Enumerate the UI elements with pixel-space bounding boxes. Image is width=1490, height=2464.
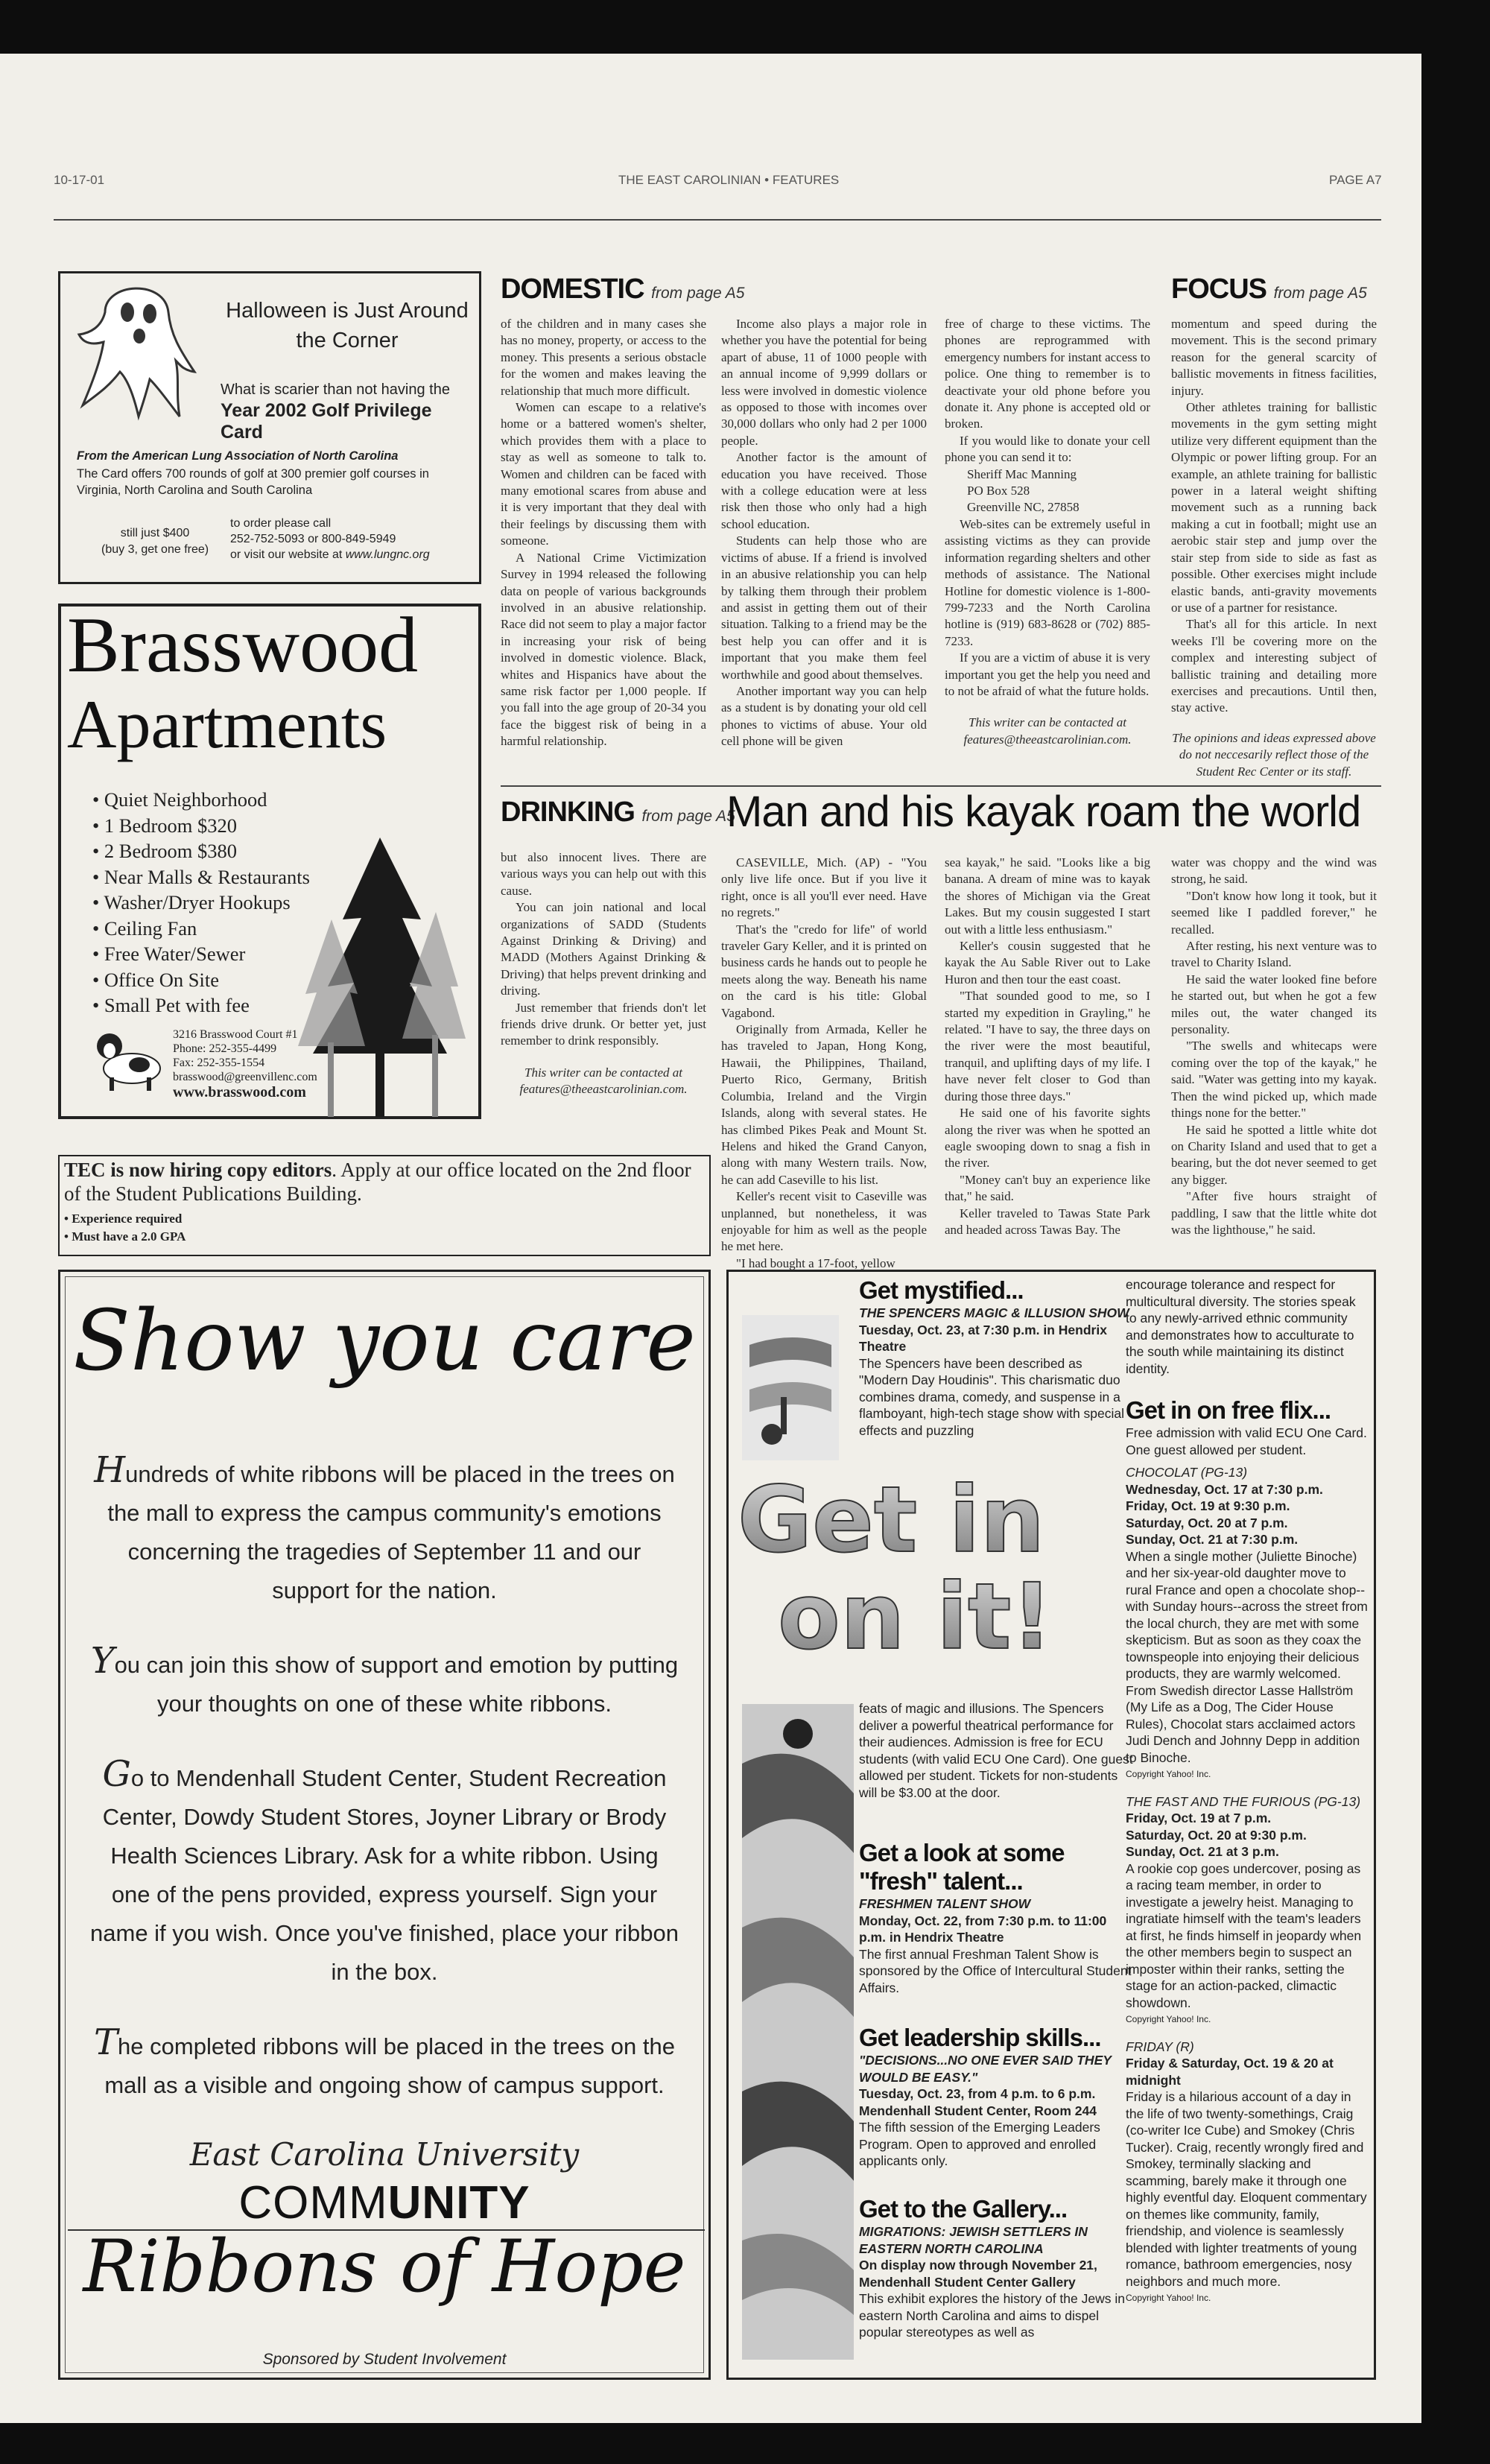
chocolat-desc: When a single mother (Juliette Binoche) and her six-year-old daughter move to rural France and open a chocolate shop--with Sunday hours--across the street from the local church, they are met with some skepticism. But as soon as they coax the townspeople into enjoying their delicious products, they are warmly welcomed. From Swedish director Lasse Hallström (My Life as a Dog, The Cider House Rules), Chocolat stars acclaimed actors Judi Dench and Johnny Depp in addition to Binoche.: [1126, 1548, 1368, 1765]
fast-title: THE FAST AND THE FURIOUS (PG-13): [1126, 1793, 1361, 1809]
on-it-text: on it!: [778, 1564, 1053, 1656]
order-label: to order please call: [230, 517, 332, 530]
feature-item: • Ceiling Fan: [92, 916, 197, 940]
showtime: Friday, Oct. 19 at 9:30 p.m.: [1126, 1498, 1290, 1513]
friday-title: FRIDAY (R): [1126, 2039, 1194, 2054]
tec-text: . Apply at our office located on the 2nd floor of the Student Publications Building.: [64, 1159, 691, 1205]
mystified-heading: Get mystified...: [859, 1276, 1024, 1304]
feature-item: • Quiet Neighborhood: [92, 788, 267, 811]
mystified-when: Tuesday, Oct. 23, at 7:30 p.m. in Hendrix Theatre: [859, 1322, 1107, 1354]
brasswood-website[interactable]: www.brasswood.com: [173, 1084, 306, 1100]
domestic-column-3: free of charge to these victims. The phones are reprogrammed with emergency numbers for instant access to police. One thing to remember is to deactivate your old phone before you donate it. Any phone is accepted old or broken. If you would like to donate your cell phone you can send it to: Sheriff Mac Manning PO Box 528 Greenville NC, 27858 Web-sites can be extremely useful in assisting victims as they can provide information regarding shelters and other methods of assistance. The National Hotline for domestic violence is 1-800-799-7233 and the North Carolina hotline is (919) 683-8628 or (702) 885-7233. If you are a victim of abuse it is very important you get the help you need and to not be afraid of what the future holds. This writer can be contacted at features@theeastcarolinian.com.: [945, 317, 1150, 747]
feature-item: • 2 Bedroom $380: [92, 840, 238, 862]
get-in-text: Get in: [738, 1473, 1045, 1573]
apartments-title: Apartments: [67, 686, 387, 762]
show-you-care-body: Hundreds of white ribbons will be placed in the trees on the mall to express the campus community's emotions concerning the tragedies of September 11 and our support for the nation. You can join this show of support and emotion by putting your thoughts on one of these white ribbons. Go to Mendenhall Student Center, Student Recreation Center, Dowdy Student Stores, Joyner Library or Brody Health Sciences Library. Ask for a white ribbon. Using one of the pens provided, express yourself. Sign your name if you wish. Once you've finished, place your ribbon in the box. The completed ribbons will be placed in the trees on the mall as a visible and ongoing show of campus support.: [90, 1449, 679, 2098]
leadership-show: "DECISIONS...NO ONE EVER SAID THEY WOULD BE EASY.": [859, 2053, 1112, 2085]
showtime: Saturday, Oct. 20 at 9:30 p.m.: [1126, 1827, 1307, 1843]
flix-intro: Free admission with valid ECU One Card. One guest allowed per student.: [1126, 1425, 1367, 1457]
flix-heading: Get in on free flix...: [1126, 1396, 1331, 1424]
leadership-when: Tuesday, Oct. 23, from 4 p.m. to 6 p.m.: [859, 2086, 1096, 2101]
brasswood-phone: Phone: 252-355-4499: [173, 1042, 277, 1055]
gallery-desc: This exhibit explores the history of the Jews in eastern North Carolina and aims to dispel popular stereotypes as well as: [859, 2291, 1125, 2340]
domestic-column-1: of the children and in many cases she has no money, property, or access to the money. This presents a serious obstacle for the women and makes leaving the relationship that much more difficult. Women can escape to a relative's home or a battered women's shelter, which provides them with a place to stay as well as someone to talk to. Women and children can be faced with many emotional scares from abuse and it is very important that they deal with their feelings by discussing them with someone. A National Crime Victimization Survey in 1994 released the following data on people of various backgrounds involved in an abusive relationship. Race did not seem to play a major factor in increasing your risk of being involved in domestic violence. Black, whites and Hispanics have about the same risk factor per 1,000 people. If you fall into the age group of 20-34 you face the biggest risk of being in a harmful relationship.: [501, 317, 706, 749]
halloween-line2: the Corner: [296, 329, 399, 352]
pine-tree-illustration: [298, 830, 469, 1121]
golf-card-ad: [58, 271, 481, 584]
ecu-name: East Carolina University: [189, 2136, 580, 2173]
brasswood-email[interactable]: brasswood@greenvillenc.com: [173, 1071, 317, 1083]
showtime: Sunday, Oct. 21 at 7:30 p.m.: [1126, 1532, 1299, 1547]
lung-association: From the American Lung Association of North Carolina: [77, 449, 399, 463]
freshman-desc: The first annual Freshman Talent Show is sponsored by the Office of Intercultural Student Affairs.: [859, 1946, 1132, 1995]
feature-item: • Washer/Dryer Hookups: [92, 891, 291, 913]
get-in-on-it-ad: [726, 1270, 1376, 2380]
showtime: Wednesday, Oct. 17 at 7:30 p.m.: [1126, 1481, 1323, 1497]
header-rule: [54, 219, 1381, 221]
feature-item: • Small Pet with fee: [92, 994, 250, 1016]
sponsor-line: Sponsored by Student Involvement: [262, 2351, 507, 2368]
scarier-line: What is scarier than not having the: [221, 381, 450, 398]
drinking-column: but also innocent lives. There are various ways you can help out with this cause. You can join national and local organizations of SADD (Students Against Drinking & Driving) and MADD (Mothers Against Drinking & Driving) that helps prevent drinking and driving. Just remember that friends don't let friends drive drunk. Or better yet, just remember to drink responsibly. This writer can be contacted at features@theeastcarolinian.com.: [501, 850, 706, 1097]
lung-website-link[interactable]: www.lungnc.org: [345, 548, 430, 561]
showtime: Saturday, Oct. 20 at 7 p.m.: [1126, 1515, 1288, 1530]
leadership-where: Mendenhall Student Center, Room 244: [859, 2103, 1097, 2118]
kayak-column-3: water was choppy and the wind was strong, he said. "Don't know how long it took, but it seemed like I paddled forever," he recalled. After resting, his next venture was to travel to Charity Island. He said the water looked fine before he started out, but when he got a few miles out, the water changed its personality. "The swells and whitecaps were coming over the top of the kayak," he said. "Water was getting into my kayak. Then the wind picked up, which made things none for the better." He said he spotted a little white dot on Charity Island and used that to get a bearing, but the dot never seemed to get any bigger. "After five hours straight of paddling, I saw that the little white dot was the lighthouse," he said.: [1171, 855, 1377, 1237]
web-prefix: or visit our website at: [230, 548, 346, 561]
ghost-illustration: [75, 282, 198, 424]
newspaper-page: [0, 54, 1421, 2423]
tec-requirement: • Experience required: [64, 1212, 183, 1226]
freshman-show: FRESHMEN TALENT SHOW: [859, 1896, 1031, 1911]
kayak-headline: Man and his kayak roam the world: [726, 788, 1361, 836]
gallery-continued: encourage tolerance and respect for multicultural diversity. The stories speak to any newly-arrived ethnic community and demonstrates how to acculturate to the south while maintaining its distinct identity.: [1126, 1277, 1356, 1376]
freshman-block: [859, 1827, 1135, 1996]
tec-hiring-ad: [58, 1155, 711, 1256]
copyright: Copyright Yahoo! Inc.: [1126, 2293, 1211, 2303]
chocolat-title: CHOCOLAT (PG-13): [1126, 1465, 1248, 1480]
feature-list: [92, 787, 310, 1019]
feature-item: • 1 Bedroom $320: [92, 814, 238, 837]
show-you-care-title: Show you care: [73, 1293, 696, 1390]
leadership-desc: The fifth session of the Emerging Leaders Program. Open to approved and enrolled applicants only.: [859, 2120, 1100, 2168]
freshman-when: Monday, Oct. 22, from 7:30 p.m. to 11:00 p.m. in Hendrix Theatre: [859, 1913, 1107, 1945]
section-label: THE EAST CAROLINIAN • FEATURES: [618, 173, 840, 187]
mystified-desc: The Spencers have been described as "Modern Day Houdinis". This charismatic duo combines drama, comedy, and suspense in a flamboyant, high-tech stage show with special effects and puzzling: [859, 1355, 1125, 1438]
ribbons-of-hope: Ribbons of Hope: [83, 2225, 686, 2308]
friday-desc: Friday is a hilarious account of a day in the life of two twenty-somethings, Craig (co-writer Ice Cube) and Smokey (Chris Tucker). Craig, recently wrongly fired and Smokey, terminally slacking and scamming, barely make it through one highly eventful day. Eloquent commentary on themes like community, family, friendship, and violence is seamlessly blended with lighter treatments of young romance, bathroom emergencies, nosy neighbors and much more.: [1126, 2089, 1367, 2289]
showtime: Sunday, Oct. 21 at 3 p.m.: [1126, 1844, 1279, 1859]
brasswood-fax: Fax: 252-355-1554: [173, 1057, 265, 1069]
show-you-care-ad: [58, 1270, 711, 2380]
domestic-column-2: Income also plays a major role in whether you have the potential for being apart of abuse, 11 of 1000 people with an annual income of 9,999 dollars or less were involved in domestic violence as opposed to those with incomes over 30,000 dollars who only had 2 per 1000 people. Another factor is the amount of education you have received. Those with a college education were at less risk then those who only had a high school education. Students can help those who are victims of abuse. If a friend is involved in an abusive relationship you can help by talking them through their problem and assist in getting them out of their situation. Talking to a friend may be the best help you can offer and it is important that you make them feel worthwhile and good about themselves. Another important way you can help as a student is by donating your old cell phones to victims of abuse. Your old cell phone will be given: [721, 317, 927, 749]
focus-heading: FOCUS from page A5: [1171, 273, 1367, 305]
leadership-block: [859, 2012, 1135, 2170]
gallery-block: [859, 2183, 1135, 2341]
fast-desc: A rookie cop goes undercover, posing as a racing team member, in order to investigate a jewelry heist. Managing to ingratiate himself with the team's leaders at first, he finds himself in jeopardy when the other members begin to suspect an imposter within their ranks, setting the stage for an action-packed, climactic showdown.: [1126, 1860, 1362, 2010]
film-strip-graphic: [742, 1704, 854, 2360]
focus-column: momentum and speed during the movement. This is the second primary reason for the general scarcity of ballistic movements in fitness facilities, injury. Other athletes training for ballistic movements in the gym setting might utilize very different equipment than the Olympic or power lifting group. For an example, an athlete training for ballistic power in a lateral weight shifting movement such as a running back making a cut in football; might use an aerobic stair step and jump over the stair step from side to side as fast as possible. Other exercises might include elastic bands, anti-gravity movements or use of a partner for resistance. That's all for this article. In next weeks I'll be covering more on the complex and interesting subject of ballistic training and detailing more exercises and precautions. Until then, stay active. The opinions and ideas expressed above do not neccesarily reflect those of the Student Rec Center or its staff.: [1171, 317, 1377, 779]
mystified-block: [859, 1264, 1135, 1439]
brasswood-title: Brasswood: [67, 601, 419, 688]
feature-item: • Free Water/Sewer: [92, 943, 246, 965]
showtime: Friday & Saturday, Oct. 19 & 20 at midnight: [1126, 2056, 1334, 2088]
leadership-heading: Get leadership skills...: [859, 2024, 1101, 2051]
gallery-when: On display now through November 21, Mendenhall Student Center Gallery: [859, 2258, 1097, 2290]
mystified-show: THE SPENCERS MAGIC & ILLUSION SHOW: [859, 1305, 1129, 1320]
drinking-heading: DRINKING from page A5: [501, 796, 735, 828]
tec-requirement: • Must have a 2.0 GPA: [64, 1229, 186, 1244]
domestic-heading: DOMESTIC from page A5: [501, 273, 745, 305]
mystified-continued: feats of magic and illusions. The Spencers deliver a powerful theatrical performance for their audiences. Admission is free for ECU students (with valid ECU One Card). One guest allowed per student. Tickets for non-students will be $3.00 at the door.: [859, 1701, 1133, 1800]
golf-card-description: The Card offers 700 rounds of golf at 300 premier golf courses in Virginia, North Carolina and South Carolina: [77, 467, 429, 497]
dog-illustration: [91, 1024, 165, 1095]
feature-item: • Near Malls & Restaurants: [92, 865, 310, 888]
kayak-column-1: CASEVILLE, Mich. (AP) - "You only live life once. But if you live it right, once is all you'll ever need. Have no regrets." That's the "credo for life" of world traveler Gary Keller, and it is printed on business cards he hands out to people he meets along the way. Beneath his name on the card is his title: Global Vagabond. Originally from Armada, Keller he has traveled to Japan, Hong Kong, Hawaii, the Philippines, Thailand, Puerto Rico, Germany, British Columbia, Ireland and the Virgin Islands, along with several states. He has climbed Pikes Peak and Mount St. Helens and hiked the Grand Canyon, along with many Western trails. Now, he can add Caseville to his list. Keller's recent visit to Caseville was unplanned, but nonetheless, it was enjoyable for him as well as the people he met here. "I had bought a 17-foot, yellow: [721, 855, 927, 1270]
brasswood-ad: [58, 601, 481, 1119]
gallery-heading: Get to the Gallery...: [859, 2195, 1068, 2223]
order-phones: 252-752-5093 or 800-849-5949: [230, 533, 396, 545]
feature-item: • Office On Site: [92, 968, 219, 991]
tec-headline: TEC is now hiring copy editors: [64, 1159, 332, 1181]
page-number: PAGE A7: [1329, 173, 1382, 187]
golf-card-title: Year 2002 Golf Privilege Card: [221, 400, 432, 443]
halloween-line1: Halloween is Just Around: [226, 299, 469, 323]
kayak-column-2: sea kayak," he said. "Looks like a big banana. A dream of mine was to kayak the shores of Michigan via the Great Lakes. But my cousin suggested I start out with a little less enthusiasm." Keller's cousin suggested that he kayak the Au Sable River out to Lake Huron and then tour the east coast. "That sounded good to me, so I started my expedition in Grayling," he related. "I have to say, the three days on the river were the most beautiful, tranquil, and uplifting days of my life. I have never felt closer to God than during those three days." He said one of his favorite sights along the river was when he spotted an eagle swooping down to snag a fish in the river. "Money can't buy an experience like that," he said. Keller traveled to Tawas State Park and headed across Tawas Bay. The: [945, 855, 1150, 1237]
issue-date: 10-17-01: [54, 173, 105, 187]
freshman-heading: Get a look at some "fresh" talent...: [859, 1839, 1065, 1895]
flix-block: [1126, 1276, 1368, 2307]
community-wordmark: COMMUNITY: [238, 2177, 530, 2229]
get-in-on-it-graphic: [733, 1473, 1150, 1656]
golf-deal: (buy 3, get one free): [101, 543, 209, 556]
copyright: Copyright Yahoo! Inc.: [1126, 2014, 1211, 2024]
film-reel-graphic: [742, 1315, 839, 1460]
golf-price: still just $400: [120, 527, 190, 539]
showtime: Friday, Oct. 19 at 7 p.m.: [1126, 1811, 1272, 1825]
brasswood-address: 3216 Brasswood Court #1: [173, 1028, 298, 1041]
copyright: Copyright Yahoo! Inc.: [1126, 1769, 1211, 1779]
gallery-show: MIGRATIONS: JEWISH SETTLERS IN EASTERN NORTH CAROLINA: [859, 2224, 1088, 2256]
